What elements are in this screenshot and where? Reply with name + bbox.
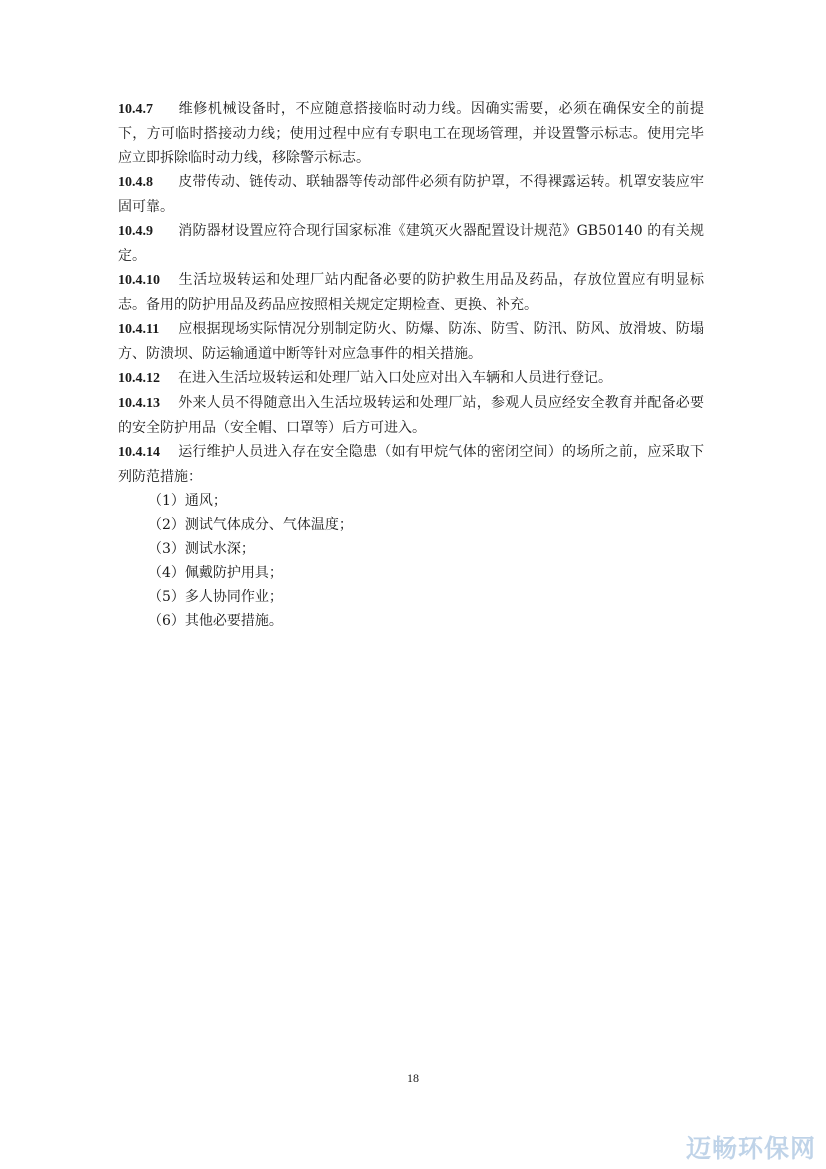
- clause-text: 外来人员不得随意出入生活垃圾转运和处理厂站，参观人员应经安全教育并配备必要的安全防护用品（安全帽、口罩等）后方可进入。: [118, 395, 704, 436]
- clause-number: 10.4.12: [118, 371, 160, 386]
- clause-number: 10.4.9: [118, 224, 153, 239]
- list-item: （2）测试气体成分、气体温度；: [148, 517, 353, 533]
- clause-number: 10.4.8: [118, 175, 153, 190]
- clause-text: 皮带传动、链传动、联轴器等传动部件必须有防护罩，不得裸露运转。机罩安装应牢固可靠。: [118, 174, 704, 215]
- list-item: （4）佩戴防护用具；: [148, 565, 283, 581]
- clause-10-4-7: [118, 97, 704, 170]
- list-item: （3）测试水深；: [148, 541, 255, 557]
- clause-10-4-9: [118, 219, 704, 268]
- clause-text: 在进入生活垃圾转运和处理厂站入口处应对出入车辆和人员进行登记。: [178, 370, 612, 386]
- watermark-logo: 迈畅环保网: [685, 1134, 816, 1163]
- clause-number: 10.4.13: [118, 396, 160, 411]
- list-item: （1）通风；: [148, 493, 227, 509]
- clause-number: 10.4.14: [118, 445, 160, 460]
- clause-10-4-12: [118, 366, 704, 391]
- clause-text: 运行维护人员进入存在安全隐患（如有甲烷气体的密闭空间）的场所之前，应采取下列防范措施：: [118, 444, 704, 485]
- page-body: [118, 97, 704, 633]
- clause-number: 10.4.7: [118, 102, 153, 117]
- clause-text: 生活垃圾转运和处理厂站内配备必要的防护救生用品及药品，存放位置应有明显标志。备用的防护用品及药品应按照相关规定定期检查、更换、补充。: [118, 272, 704, 313]
- clause-text: 维修机械设备时，不应随意搭接临时动力线。因确实需要，必须在确保安全的前提下，方可临时搭接动力线；使用过程中应有专职电工在现场管理，并设置警示标志。使用完毕应立即拆除临时动力线，移除警示标志。: [118, 101, 704, 166]
- clause-10-4-8: [118, 170, 704, 219]
- clause-10-4-13: [118, 391, 704, 440]
- preventive-measures-list: [118, 489, 704, 633]
- clause-number: 10.4.11: [118, 322, 160, 337]
- clause-text: 消防器材设置应符合现行国家标准《建筑灭火器配置设计规范》GB50140 的有关规定。: [118, 223, 704, 264]
- list-item: （6）其他必要措施。: [148, 613, 283, 629]
- clause-10-4-10: [118, 268, 704, 317]
- clause-10-4-14: [118, 440, 704, 489]
- clause-number: 10.4.10: [118, 273, 160, 288]
- page-number: 18: [407, 1071, 419, 1085]
- list-item: （5）多人协同作业；: [148, 589, 283, 605]
- clause-text: 应根据现场实际情况分别制定防火、防爆、防冻、防雪、防汛、防风、放滑坡、防塌方、防溃坝、防运输通道中断等针对应急事件的相关措施。: [118, 321, 704, 362]
- clause-10-4-11: [118, 317, 704, 366]
